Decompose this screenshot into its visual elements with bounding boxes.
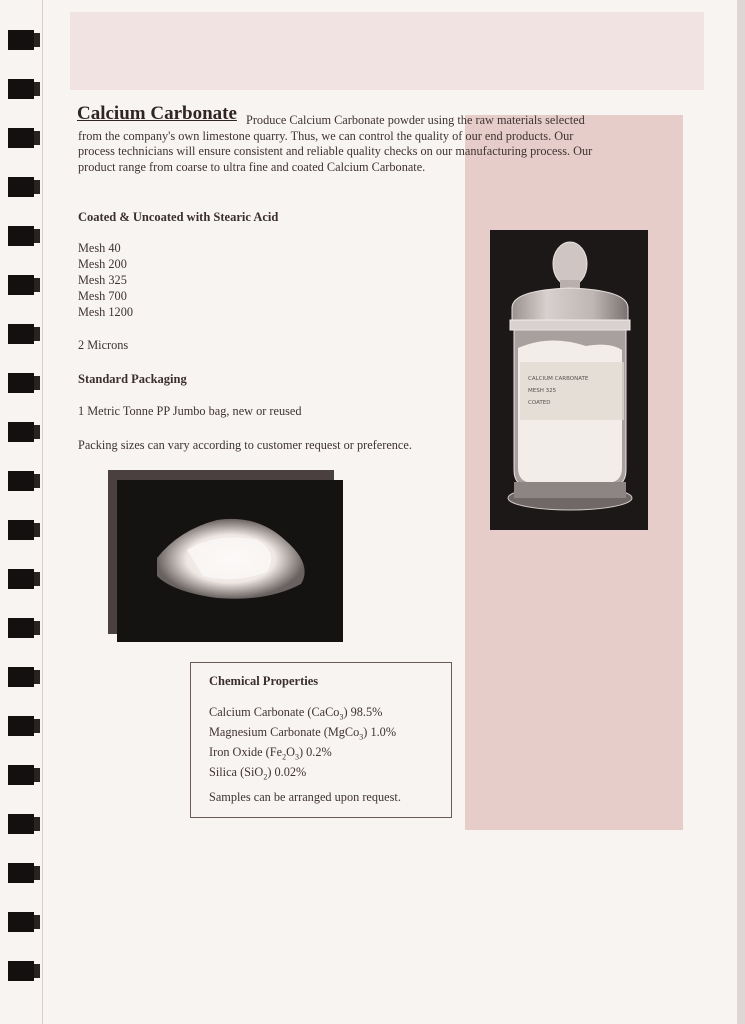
- chemical-item: Iron Oxide $(Fe_2O_3)$ 0.2%: [209, 744, 332, 762]
- page-title: Calcium Carbonate: [77, 103, 237, 124]
- binding-ring: [8, 814, 34, 834]
- binding-ring: [8, 30, 34, 50]
- mesh-item: Mesh 40: [78, 241, 121, 255]
- binding-ring: [8, 128, 34, 148]
- mesh-item: Mesh 200: [78, 257, 127, 271]
- mesh-list: [78, 240, 133, 320]
- binding-ring: [8, 618, 34, 638]
- mesh-item: Mesh 700: [78, 289, 127, 303]
- jar-label-line: COATED: [528, 400, 551, 406]
- binding-ring: [8, 716, 34, 736]
- binding-ring: [8, 569, 34, 589]
- binding-ring: [8, 961, 34, 981]
- chemical-properties-box: [190, 662, 452, 818]
- jar-label-line: MESH 325: [528, 388, 557, 394]
- binding-ring: [8, 912, 34, 932]
- chemical-item: Magnesium Carbonate (MgCo$_3$) 1.0%: [209, 724, 397, 742]
- binding-ring: [8, 667, 34, 687]
- spiral-binding: [0, 0, 40, 1024]
- binding-ring: [8, 79, 34, 99]
- intro-lead: Produce Calcium Carbonate powder using the raw materials: [246, 113, 543, 127]
- chemical-properties-title: Chemical Properties: [209, 674, 319, 688]
- coated-heading: Coated & Uncoated with Stearic Acid: [78, 210, 279, 224]
- jar-label-line: CALCIUM CARBONATE: [528, 376, 589, 382]
- packaging-heading: Standard Packaging: [78, 372, 187, 386]
- binding-ring: [8, 765, 34, 785]
- intro-rest: selected from the company's own limestone quarry. Thus, we can control the quality of our end products. Our process technicians will ensure consistent and reliable quality checks on our manufacturing process. Our product range from coarse to ultra fine and coated Calcium Carbonate.: [78, 113, 593, 174]
- binding-ring: [8, 275, 34, 295]
- jar-illustration: [490, 230, 648, 530]
- samples-note: Samples can be arranged upon request.: [209, 790, 401, 804]
- powder-photo: [117, 480, 343, 642]
- chemical-item: Calcium Carbonate (CaCo$_3$) 98.5%: [209, 705, 383, 722]
- chemical-properties-list: [209, 705, 396, 785]
- jar-photo: [490, 230, 648, 530]
- mesh-item: Mesh 325: [78, 273, 127, 287]
- binding-ring: [8, 226, 34, 246]
- intro-paragraph: [78, 113, 598, 175]
- packaging-item: 1 Metric Tonne PP Jumbo bag, new or reused: [78, 404, 302, 418]
- binding-ring: [8, 471, 34, 491]
- binding-ring: [8, 422, 34, 442]
- header-banner: [70, 12, 704, 90]
- binding-ring: [8, 324, 34, 344]
- chemical-item: Silica (SiO$_2$) 0.02%: [209, 764, 307, 782]
- mesh-item: Mesh 1200: [78, 305, 133, 319]
- packing-note: Packing sizes can vary according to customer request or preference.: [78, 438, 412, 452]
- microns-text: 2 Microns: [78, 338, 129, 352]
- binding-ring: [8, 520, 34, 540]
- page-edge: [737, 0, 745, 1024]
- margin-line: [42, 0, 43, 1024]
- binding-ring: [8, 863, 34, 883]
- binding-ring: [8, 177, 34, 197]
- powder-illustration: [117, 480, 343, 642]
- binding-ring: [8, 373, 34, 393]
